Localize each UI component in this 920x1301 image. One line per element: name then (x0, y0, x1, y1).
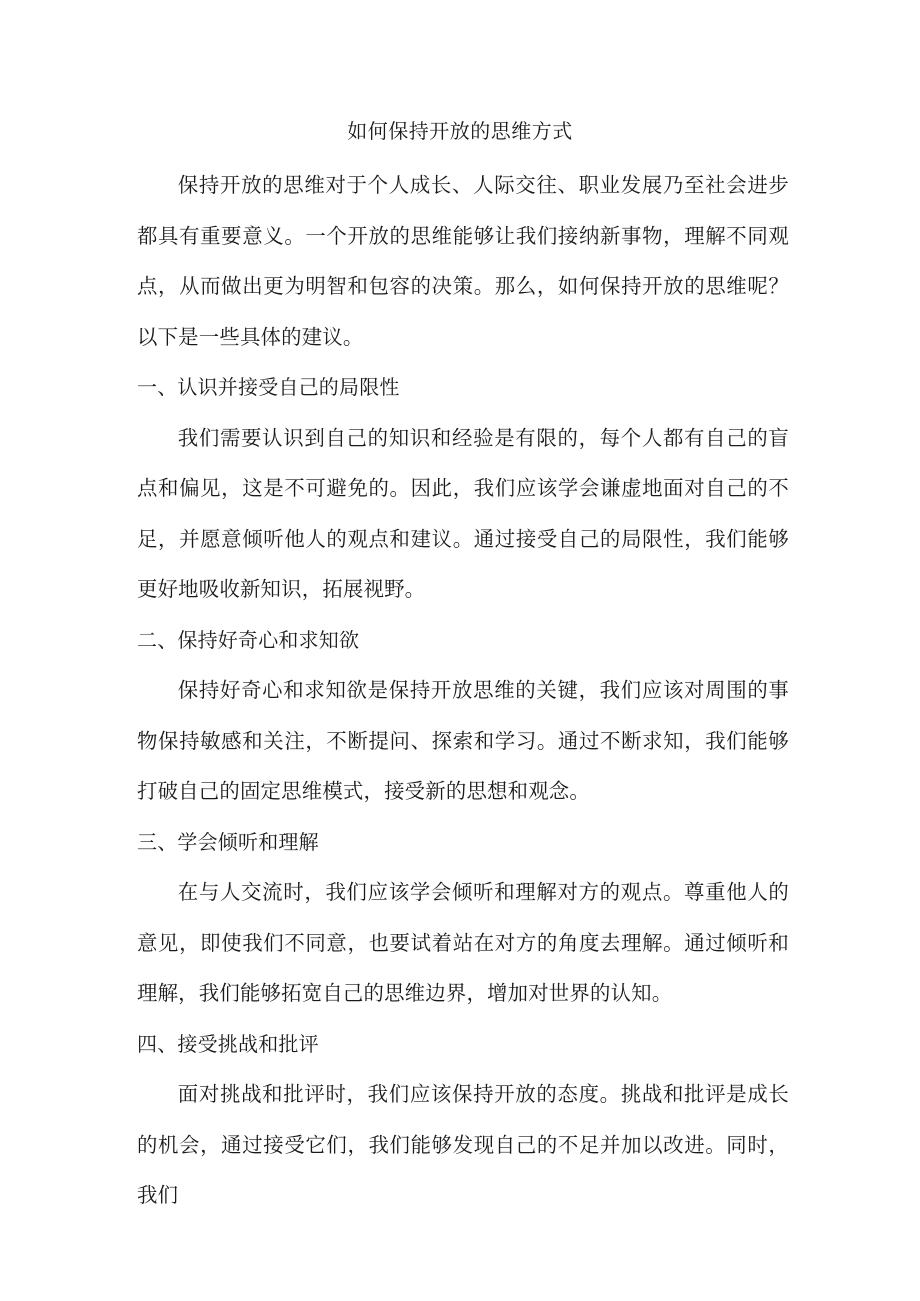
intro-paragraph: 保持开放的思维对于个人成长、人际交往、职业发展乃至社会进步都具有重要意义。一个开放的思维能够让我们接纳新事物，理解不同观点，从而做出更为明智和包容的决策。那么，如何保持开放的思维呢？以下是一些具体的建议。 (137, 173, 789, 349)
document-title: 如何保持开放的思维方式 (347, 119, 573, 143)
section-body-4: 面对挑战和批评时，我们应该保持开放的态度。挑战和批评是成长的机会，通过接受它们，我们能够发现自己的不足并加以改进。同时，我们 (137, 1082, 789, 1207)
section-heading-2: 二、保持好奇心和求知欲 (137, 627, 360, 652)
section-body-1: 我们需要认识到自己的知识和经验是有限的，每个人都有自己的盲点和偏见，这是不可避免的。因此，我们应该学会谦虚地面对自己的不足，并愿意倾听他人的观点和建议。通过接受自己的局限性，我们能够更好地吸收新知识，拓展视野。 (137, 425, 789, 601)
section-body-3: 在与人交流时，我们应该学会倾听和理解对方的观点。尊重他人的意见，即使我们不同意，也要试着站在对方的角度去理解。通过倾听和理解，我们能够拓宽自己的思维边界，增加对世界的认知。 (137, 880, 789, 1005)
section-heading-3: 三、学会倾听和理解 (137, 829, 319, 854)
section-heading-1: 一、认识并接受自己的局限性 (137, 375, 400, 399)
section-heading-4: 四、接受挑战和批评 (137, 1031, 319, 1056)
document-body (137, 160, 789, 1221)
section-body-2: 保持好奇心和求知欲是保持开放思维的关键，我们应该对周围的事物保持敏感和关注，不断提问、探索和学习。通过不断求知，我们能够打破自己的固定思维模式，接受新的思想和观念。 (137, 678, 789, 803)
